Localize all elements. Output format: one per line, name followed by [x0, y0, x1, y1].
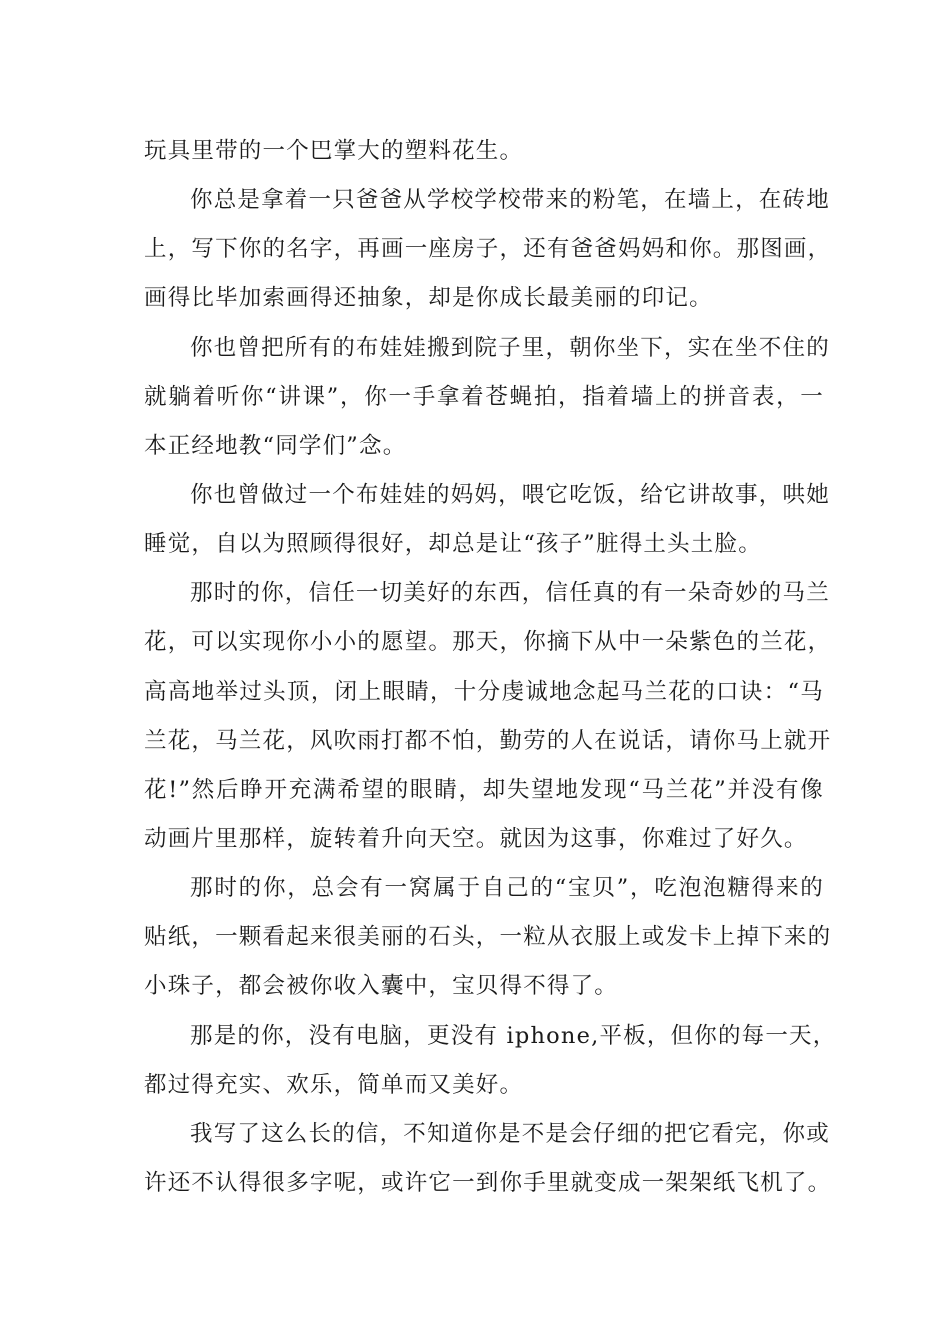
text-line: 就躺着听你“讲课”，你一手拿着苍蝇拍，指着墙上的拼音表，一	[144, 384, 824, 410]
text-line: 贴纸，一颗看起来很美丽的石头，一粒从衣服上或发卡上掉下来的	[144, 924, 832, 950]
text-line: 小珠子，都会被你收入囊中，宝贝得不得了。	[144, 973, 619, 999]
text-line: 你也曾把所有的布娃娃搬到院子里，朝你坐下，实在坐不住的	[190, 335, 830, 361]
text-line: 你也曾做过一个布娃娃的妈妈，喂它吃饭，给它讲故事，哄她	[190, 482, 830, 508]
text-line: 我写了这么长的信，不知道你是不是会仔细的把它看完，你或	[190, 1121, 830, 1147]
text-line: 画得比毕加索画得还抽象，却是你成长最美丽的印记。	[144, 285, 713, 311]
text-line: 玩具里带的一个巴掌大的塑料花生。	[144, 138, 524, 164]
text-line: 本正经地教“同学们”念。	[144, 433, 407, 459]
text-line: 花!”然后睁开充满希望的眼睛，却失望地发现“马兰花”并没有像	[144, 777, 824, 803]
text-line: 兰花，马兰花，风吹雨打都不怕，勤劳的人在说话，请你马上就开	[144, 728, 832, 754]
text-line: 高高地举过头顶，闭上眼睛，十分虔诚地念起马兰花的口诀：“马	[144, 679, 824, 705]
text-line: 许还不认得很多字呢，或许它一到你手里就变成一架架纸飞机了。	[144, 1170, 832, 1196]
text-line: 动画片里那样，旋转着升向天空。就因为这事，你难过了好久。	[144, 826, 808, 852]
text-line: 那时的你，信任一切美好的东西，信任真的有一朵奇妙的马兰	[190, 580, 830, 606]
text-line: 那时的你，总会有一窝属于自己的“宝贝”，吃泡泡糖得来的	[190, 875, 824, 901]
text-line: 花，可以实现你小小的愿望。那天，你摘下从中一朵紫色的兰花，	[144, 629, 832, 655]
text-line: 上，写下你的名字，再画一座房子，还有爸爸妈妈和你。那图画，	[144, 236, 832, 262]
text-line: 睡觉，自以为照顾得很好，却总是让“孩子”脏得土头土脸。	[144, 531, 762, 557]
text-line: 都过得充实、欢乐，简单而又美好。	[144, 1072, 524, 1098]
text-line: 你总是拿着一只爸爸从学校学校带来的粉笔，在墙上，在砖地	[190, 187, 830, 213]
text-line: 那是的你，没有电脑，更没有 iphone,平板，但你的每一天，	[190, 1023, 837, 1049]
